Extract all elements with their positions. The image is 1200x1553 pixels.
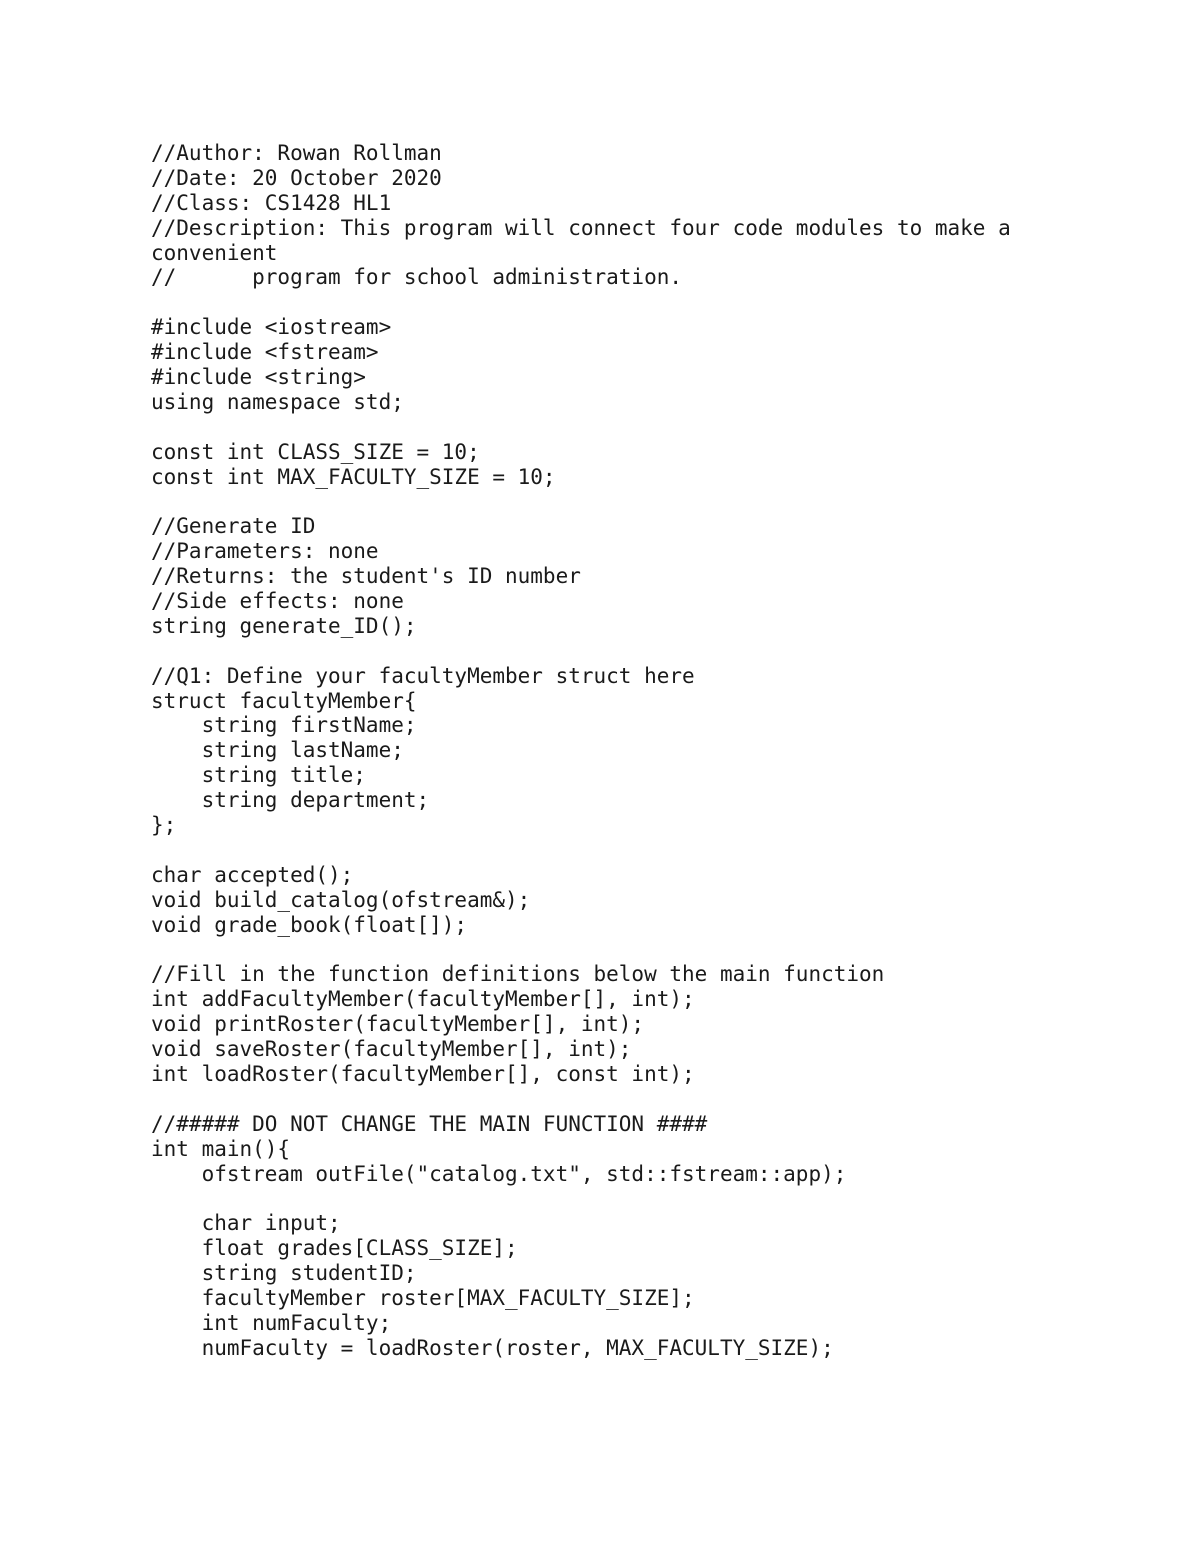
- code-line: //Date: 20 October 2020: [151, 165, 442, 190]
- code-line: facultyMember roster[MAX_FACULTY_SIZE];: [151, 1285, 695, 1310]
- code-line: string firstName;: [151, 713, 417, 738]
- code-line: const int MAX_FACULTY_SIZE = 10;: [151, 464, 556, 489]
- code-line: string department;: [151, 788, 430, 813]
- code-line: [151, 639, 1151, 664]
- code-line: struct facultyMember{: [151, 688, 417, 713]
- code-line: convenient: [151, 240, 278, 265]
- code-line: [151, 938, 1151, 963]
- code-line: string studentID;: [151, 1261, 417, 1286]
- code-line: float grades[CLASS_SIZE];: [151, 1236, 518, 1261]
- code-line: };: [151, 813, 177, 838]
- code-line: int numFaculty;: [151, 1310, 392, 1335]
- code-line: void saveRoster(facultyMember[], int);: [151, 1037, 632, 1062]
- code-line: //Returns: the student's ID number: [151, 564, 581, 589]
- code-line: void grade_book(float[]);: [151, 912, 468, 937]
- code-line: [151, 489, 1151, 514]
- code-line: [151, 1186, 1151, 1211]
- code-line: int main(){: [151, 1136, 291, 1161]
- code-line: #include <fstream>: [151, 340, 379, 365]
- code-line: ofstream outFile("catalog.txt", std::fstream::app);: [151, 1161, 847, 1186]
- code-line: //Side effects: none: [151, 589, 404, 614]
- code-line: //##### DO NOT CHANGE THE MAIN FUNCTION ####: [151, 1111, 708, 1136]
- code-line: using namespace std;: [151, 389, 404, 414]
- code-line: //Description: This program will connect four code modules to make a: [151, 215, 1011, 240]
- code-line: [151, 1087, 1151, 1112]
- code-line: // program for school administration.: [151, 265, 683, 290]
- code-line: numFaculty = loadRoster(roster, MAX_FACULTY_SIZE);: [151, 1335, 834, 1360]
- code-line: //Parameters: none: [151, 539, 379, 564]
- code-line: [151, 415, 1151, 440]
- code-line: //Fill in the function definitions below the main function: [151, 962, 885, 987]
- code-line: //Author: Rowan Rollman: [151, 141, 442, 165]
- code-line: #include <iostream>: [151, 315, 392, 340]
- code-line: int addFacultyMember(facultyMember[], int);: [151, 987, 695, 1012]
- code-line: char accepted();: [151, 862, 354, 887]
- code-line: char input;: [151, 1211, 341, 1236]
- code-line: #include <string>: [151, 365, 366, 390]
- code-line: const int CLASS_SIZE = 10;: [151, 439, 480, 464]
- code-line: //Generate ID: [151, 514, 316, 539]
- code-line: string generate_ID();: [151, 613, 417, 638]
- code-line: void printRoster(facultyMember[], int);: [151, 1012, 645, 1037]
- code-line: int loadRoster(facultyMember[], const int);: [151, 1061, 695, 1086]
- code-line: string lastName;: [151, 738, 404, 763]
- code-line: [151, 290, 1151, 315]
- code-listing: [151, 141, 1151, 1361]
- code-line: //Class: CS1428 HL1: [151, 190, 392, 215]
- code-line: string title;: [151, 763, 366, 788]
- code-line: [151, 838, 1151, 863]
- code-line: //Q1: Define your facultyMember struct here: [151, 663, 695, 688]
- code-line: void build_catalog(ofstream&);: [151, 887, 531, 912]
